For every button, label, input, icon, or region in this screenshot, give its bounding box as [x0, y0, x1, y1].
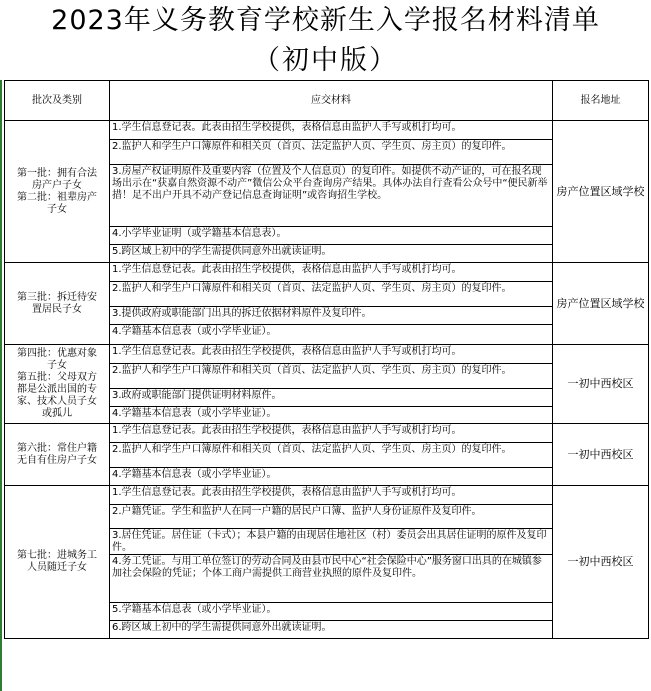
material-item: 4.务工凭证。与用工单位签订的劳动合同及由县市民中心“社会保险中心”服务窗口出具的在城镇参加社会保险的凭证；个体工商户需提供工商营业执照的原件及复印件。: [110, 555, 553, 603]
batch-line: 第二批：祖辈房产: [17, 191, 97, 203]
batch-category-cell: [5, 121, 110, 263]
material-item: 3.房屋产权证明原件及重要内容（位置及个人信息页）的复印件。如提供不动产证的，可在报名现场出示在“获嘉自然资源不动产”微信公众平台查询房产结果。具体办法自行查看公众号中“便民新举措！足不出户开具不动产登记信息查询证明”或咨询招生学校。: [110, 165, 553, 227]
material-item: 3.居住凭证。居住证（卡式）；本县户籍的由现居住地社区（村）委员会出具居住证明的原件及复印件。: [110, 529, 553, 555]
material-item: 2.户籍凭证。学生和监护人在同一户籍的居民户口簿、监护人身份证原件及复印件。: [110, 505, 553, 529]
material-item: 5.学籍基本信息表（或小学毕业证）。: [110, 603, 553, 621]
registration-address-cell: 房产位置区域学校: [553, 263, 649, 345]
material-item: 3.提供政府或职能部门出具的拆迁依据材料原件及复印件。: [110, 307, 553, 325]
material-item: 5.跨区域上初中的学生需提供同意外出就读证明。: [110, 245, 553, 263]
material-item: 2.监护人和学生户口簿原件和相关页（首页、法定监护人页、学生页、房主页）的复印件。: [110, 282, 553, 307]
material-item: 4.学籍基本信息表（或小学毕业证）。: [110, 468, 553, 486]
material-item: 3.政府或职能部门提供证明材料原件。: [110, 389, 553, 407]
batch-line: 无自有住房户子女: [17, 454, 97, 466]
material-item: 1.学生信息登记表。此表由招生学校提供，表格信息由监护人手写或机打均可。: [110, 121, 553, 140]
header-address: 报名地址: [553, 81, 649, 121]
batch-category-cell: [5, 263, 110, 345]
registration-address-cell: 一初中西校区: [553, 345, 649, 424]
table-row: [5, 121, 649, 140]
batch-category-cell: [5, 424, 110, 486]
page-title: 2023年义务教育学校新生入学报名材料清单: [51, 5, 600, 36]
material-item: 2.监护人和学生户口簿原件和相关页（首页、法定监护人页、学生页、房主页）的复印件。: [110, 443, 553, 468]
left-edge-bar: [0, 80, 2, 691]
batch-line: 第六批：常住户籍: [17, 442, 97, 454]
header-materials: 应交材料: [110, 81, 553, 121]
table-row: [5, 424, 649, 443]
page-subtitle: （初中版）: [253, 45, 398, 76]
material-item: 6.跨区域上初中的学生需提供同意外出就读证明。: [110, 621, 553, 639]
batch-category-cell: [5, 345, 110, 424]
batch-category-cell: [5, 486, 110, 639]
material-item: 1.学生信息登记表。此表由招生学校提供，表格信息由监护人手写或机打均可。: [110, 424, 553, 443]
batch-line: 家、技术人员子女: [17, 396, 97, 407]
material-item: 1.学生信息登记表。此表由招生学校提供，表格信息由监护人手写或机打均可。: [110, 486, 553, 505]
batch-line: 都是公派出国的专: [17, 384, 97, 395]
table-row: [5, 263, 649, 282]
registration-address-cell: 一初中西校区: [553, 486, 649, 639]
material-item: 2.监护人和学生户口簿原件和相关页（首页、法定监护人页、学生页、房主页）的复印件。: [110, 364, 553, 389]
material-item: 4.学籍基本信息表（或小学毕业证）。: [110, 325, 553, 345]
material-item: 4.小学毕业证明（或学籍基本信息表）。: [110, 227, 553, 245]
batch-line: 人员随迁子女: [27, 562, 87, 573]
registration-address-cell: 一初中西校区: [553, 424, 649, 486]
material-item: 4.学籍基本信息表（或小学毕业证）。: [110, 407, 553, 424]
header-batch: 批次及类别: [5, 81, 110, 121]
registration-address-cell: 房产位置区域学校: [553, 121, 649, 263]
batch-line: 第七批：进城务工: [17, 550, 97, 561]
table-row: [5, 486, 649, 505]
material-item: 1.学生信息登记表。此表由招生学校提供，表格信息由监护人手写或机打均可。: [110, 263, 553, 282]
batch-line: 置居民子女: [32, 303, 82, 315]
materials-table: [4, 80, 649, 639]
batch-line: 子女: [47, 203, 67, 215]
batch-line: 房产户子女: [32, 179, 82, 191]
material-item: 1.学生信息登记表。此表由招生学校提供，表格信息由监护人手写或机打均可。: [110, 345, 553, 364]
table-header-row: [5, 81, 649, 121]
batch-line: 或孤儿: [42, 408, 72, 419]
batch-line: 第五批：父母双方: [17, 372, 97, 383]
batch-line: 子女: [47, 360, 67, 371]
table-row: [5, 345, 649, 364]
batch-line: 第四批：优惠对象: [17, 348, 97, 359]
batch-line: 第三批：拆迁待安: [17, 291, 97, 303]
material-item: 2.监护人和学生户口簿原件和相关页（首页、法定监护人页、学生页、房主页）的复印件。: [110, 140, 553, 165]
batch-line: 第一批：拥有合法: [17, 167, 97, 179]
